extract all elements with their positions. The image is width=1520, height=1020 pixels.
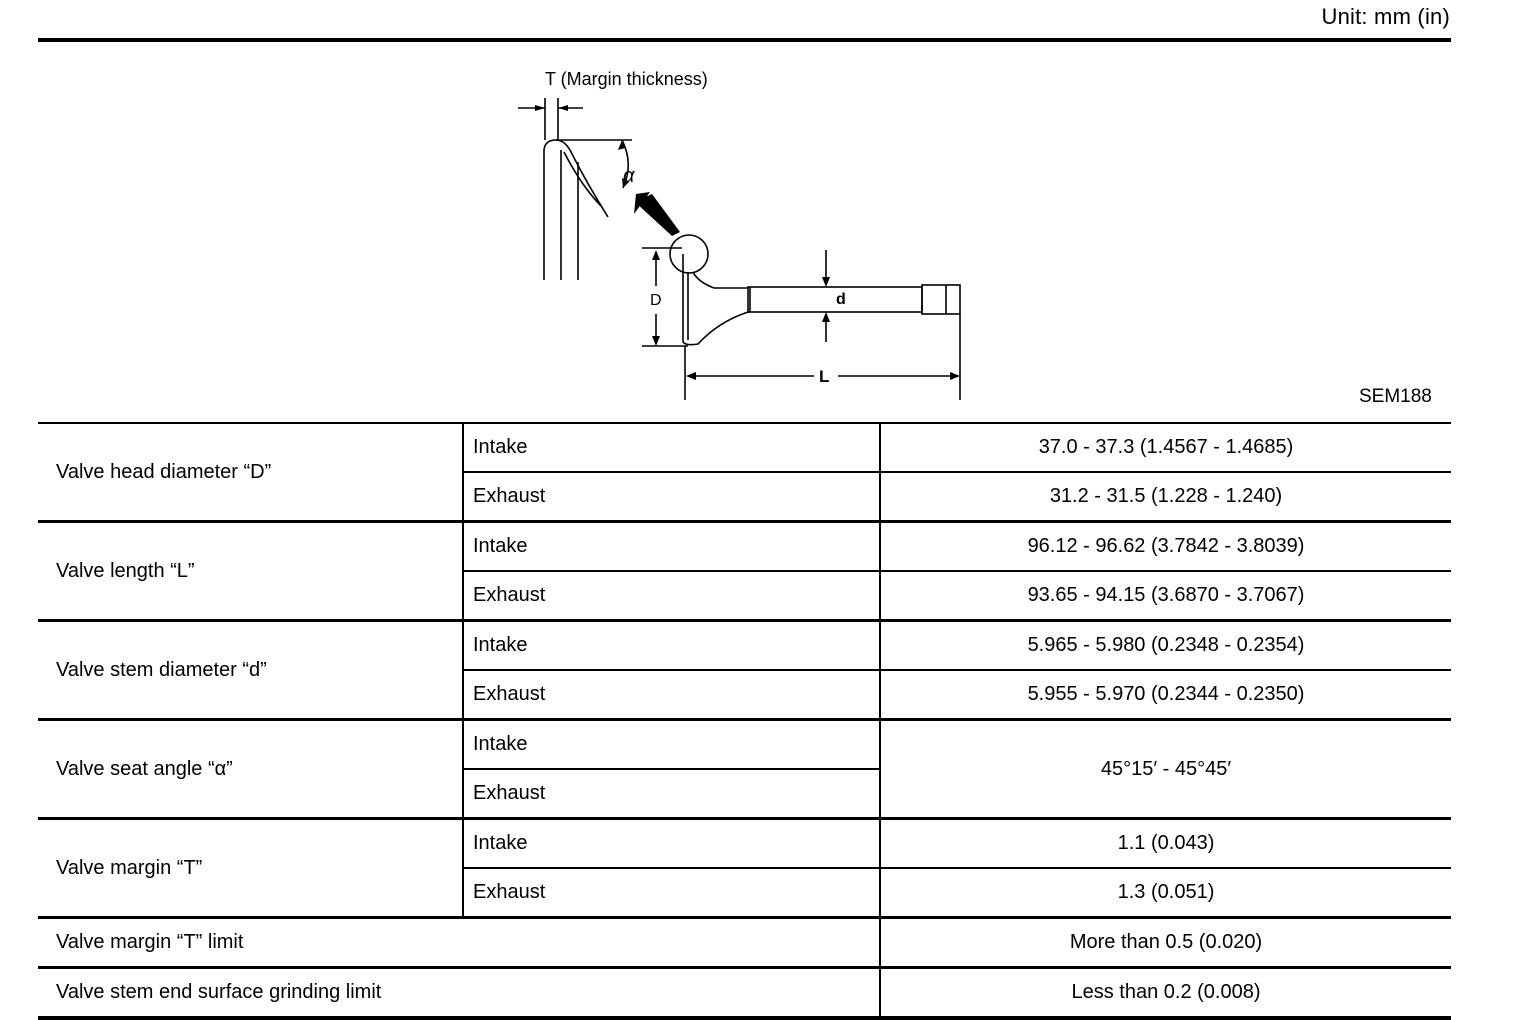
table-row bbox=[38, 621, 1451, 671]
table-row bbox=[38, 918, 1451, 968]
spec-value: 1.3 (0.051) bbox=[880, 868, 1451, 918]
detail-circle bbox=[670, 235, 708, 273]
spec-value: More than 0.5 (0.020) bbox=[880, 918, 1451, 968]
sub-label: Intake bbox=[463, 522, 880, 572]
spec-value: 5.955 - 5.970 (0.2344 - 0.2350) bbox=[880, 670, 1451, 720]
sub-label: Intake bbox=[463, 720, 880, 770]
valve-stem bbox=[748, 287, 922, 312]
item-label: Valve margin “T” limit bbox=[38, 918, 880, 968]
valve-head-profile bbox=[683, 254, 750, 345]
margin-thickness-label: T (Margin thickness) bbox=[545, 69, 708, 89]
sub-label: Exhaust bbox=[463, 769, 880, 819]
item-label: Valve stem end surface grinding limit bbox=[38, 968, 880, 1019]
item-label: Valve seat angle “α” bbox=[38, 720, 463, 819]
table-row bbox=[38, 720, 1451, 770]
item-label: Valve length “L” bbox=[38, 522, 463, 621]
unit-label: Unit: mm (in) bbox=[1321, 4, 1450, 29]
spec-value: 96.12 - 96.62 (3.7842 - 3.8039) bbox=[880, 522, 1451, 572]
sub-label: Intake bbox=[463, 621, 880, 671]
table-row bbox=[38, 968, 1451, 1019]
table-row bbox=[38, 819, 1451, 869]
valve-drawing bbox=[38, 42, 1451, 422]
spec-value: 1.1 (0.043) bbox=[880, 819, 1451, 869]
alpha-label: α bbox=[623, 165, 635, 187]
spec-value: Less than 0.2 (0.008) bbox=[880, 968, 1451, 1019]
item-label: Valve margin “T” bbox=[38, 819, 463, 918]
figure-code: SEM188 bbox=[1359, 386, 1432, 407]
spec-value: 31.2 - 31.5 (1.228 - 1.240) bbox=[880, 472, 1451, 522]
valve-stem-end bbox=[922, 285, 960, 314]
sub-label: Exhaust bbox=[463, 868, 880, 918]
spec-value: 5.965 - 5.980 (0.2348 - 0.2354) bbox=[880, 621, 1451, 671]
valve-diagram bbox=[38, 42, 1451, 422]
spec-value: 45°15′ - 45°45′ bbox=[880, 720, 1451, 819]
spec-value: 93.65 - 94.15 (3.6870 - 3.7067) bbox=[880, 571, 1451, 621]
length-label: L bbox=[819, 367, 830, 386]
stem-diameter-label: d bbox=[836, 291, 846, 308]
table-row bbox=[38, 522, 1451, 572]
spec-value: 37.0 - 37.3 (1.4567 - 1.4685) bbox=[880, 423, 1451, 472]
sub-label: Intake bbox=[463, 423, 880, 472]
valve-head-edge-magnified bbox=[544, 140, 570, 280]
item-label: Valve head diameter “D” bbox=[38, 423, 463, 522]
sub-label: Exhaust bbox=[463, 472, 880, 522]
valve-spec-table bbox=[38, 422, 1451, 1020]
sub-label: Intake bbox=[463, 819, 880, 869]
table-row bbox=[38, 423, 1451, 472]
head-diameter-label: D bbox=[650, 292, 662, 309]
sub-label: Exhaust bbox=[463, 670, 880, 720]
sub-label: Exhaust bbox=[463, 571, 880, 621]
item-label: Valve stem diameter “d” bbox=[38, 621, 463, 720]
